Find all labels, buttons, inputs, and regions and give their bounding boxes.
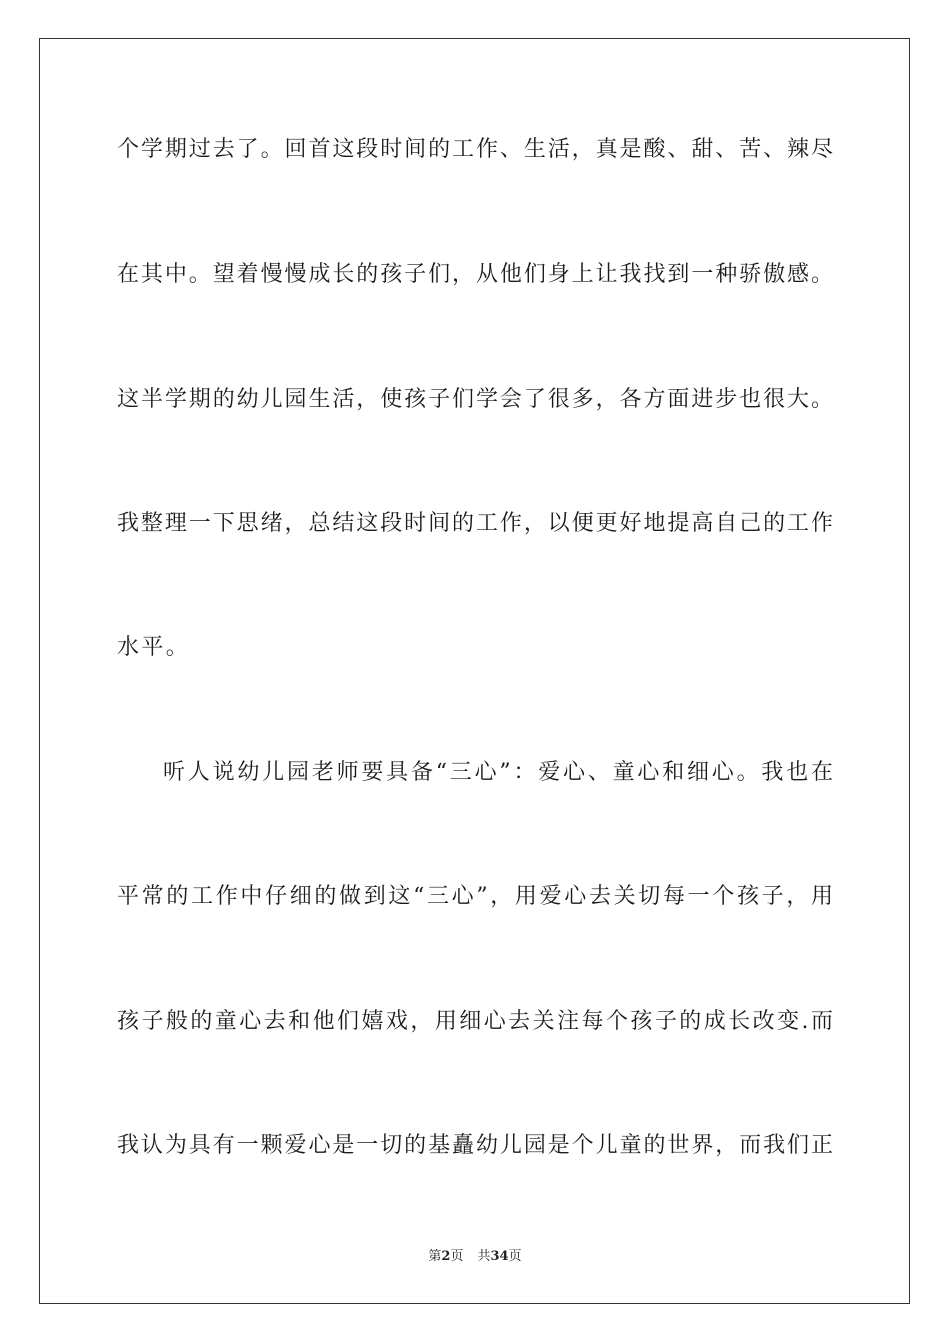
text-line-3: 这半学期的幼儿园生活，使孩子们学会了很多，各方面进步也很大。	[117, 387, 833, 412]
text-line-8: 孩子般的童心去和他们嬉戏，用细心去关注每个孩子的成长改变.而	[117, 1009, 833, 1034]
page-footer	[0, 1249, 950, 1265]
paragraph-start-line: 听人说幼儿园老师要具备“三心”：爱心、童心和细心。我也在	[163, 760, 833, 785]
total-suffix: 页	[508, 1249, 522, 1264]
page-prefix: 第	[428, 1249, 442, 1264]
text-line-1: 个学期过去了。回首这段时间的工作、生活，真是酸、甜、苦、辣尽	[117, 137, 833, 162]
total-pages: 34	[490, 1249, 509, 1264]
text-line-5: 水平。	[117, 635, 191, 660]
text-line-4: 我整理一下思绪，总结这段时间的工作，以便更好地提高自己的工作	[117, 511, 833, 536]
page-suffix: 页	[450, 1249, 464, 1264]
page-frame	[39, 38, 910, 1304]
total-prefix: 共	[477, 1249, 491, 1264]
text-line-7: 平常的工作中仔细的做到这“三心”，用爱心去关切每一个孩子，用	[117, 884, 833, 909]
text-line-9: 我认为具有一颗爱心是一切的基矗幼儿园是个儿童的世界，而我们正	[117, 1133, 833, 1158]
text-line-2: 在其中。望着慢慢成长的孩子们，从他们身上让我找到一种骄傲感。	[117, 262, 833, 287]
page-number: 2	[441, 1249, 451, 1264]
